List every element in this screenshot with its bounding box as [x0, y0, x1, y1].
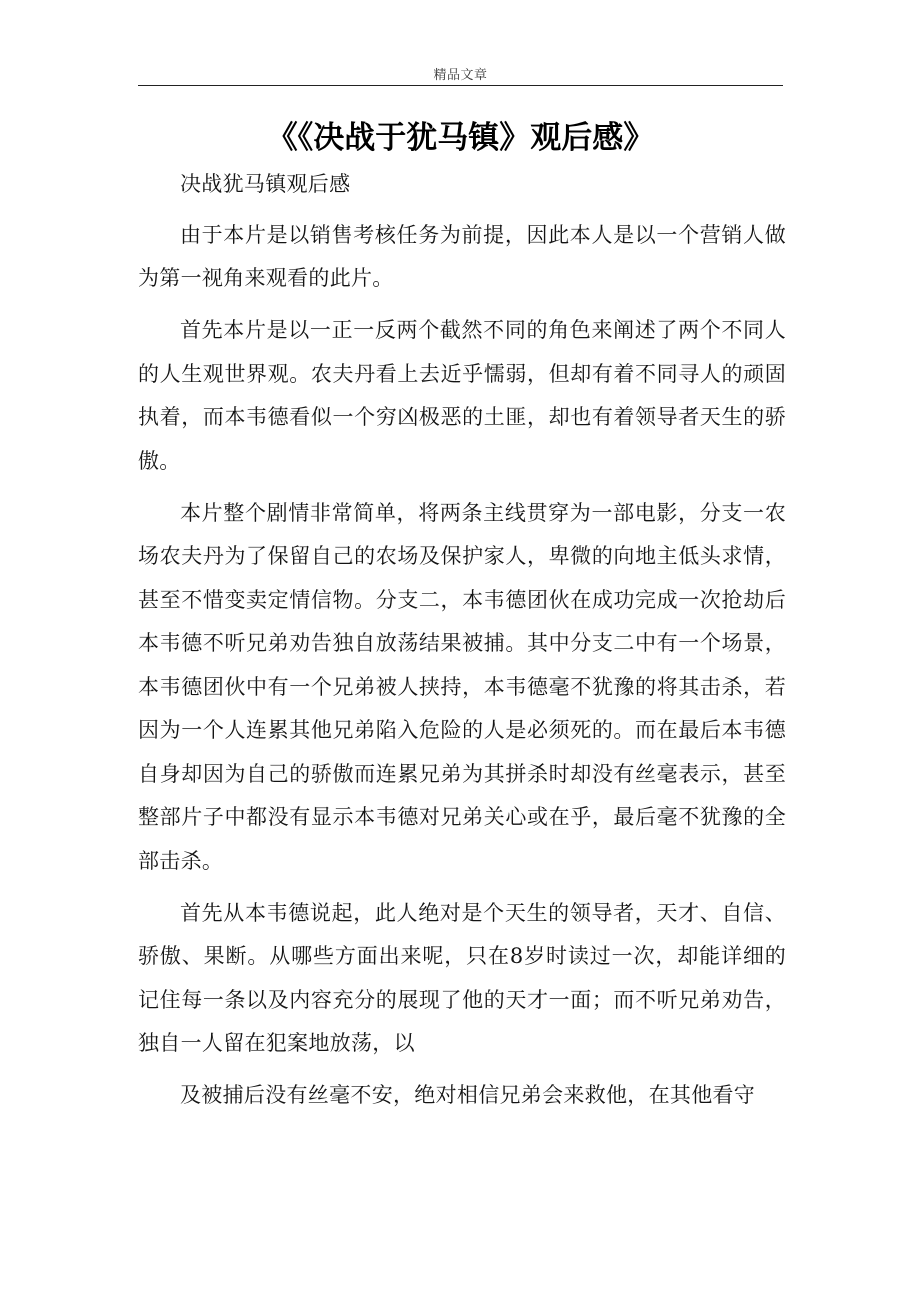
- header-divider: [138, 85, 783, 86]
- paragraph: 及被捕后没有丝毫不安，绝对相信兄弟会来救他，在其他看守: [180, 1082, 756, 1107]
- paragraph: 由于本片是以销售考核任务为前提，因此本人是以一个营销人做为第一视角来观看的此片。: [138, 222, 786, 291]
- paragraph: 本片整个剧情非常简单，将两条主线贯穿为一部电影，分支一农场农夫丹为了保留自己的农场及保护家人，卑微的向地主低头求情，甚至不惜变卖定情信物。分支二，本韦德团伙在成功完成一次抢劫后本韦德不听兄弟劝告独自放荡结果被捕。其中分支二中有一个场景，本韦德团伙中有一个兄弟被人挟持，本韦德毫不犹豫的将其击杀，若因为一个人连累其他兄弟陷入危险的人是必须死的。而在最后本韦德自身却因为自己的骄傲而连累兄弟为其拼杀时却没有丝毫表示，甚至整部片子中都没有显示本韦德对兄弟关心或在乎，最后毫不犹豫的全部击杀。: [138, 500, 786, 873]
- document-title: 《《决战于犹马镇》观后感》: [266, 120, 655, 156]
- paragraph: 首先从本韦德说起，此人绝对是个天生的领导者，天才、自信、骄傲、果断。从哪些方面出来呢，只在8岁时读过一次，却能详细的记住每一条以及内容充分的展现了他的天才一面；而不听兄弟劝告，独自一人留在犯案地放荡，以: [138, 900, 786, 1056]
- header-label: 精品文章: [433, 68, 488, 83]
- paragraph: 首先本片是以一正一反两个截然不同的角色来阐述了两个不同人的人生观世界观。农夫丹看上去近乎懦弱，但却有着不同寻人的顽固执着，而本韦德看似一个穷凶极恶的土匪，却也有着领导者天生的骄傲。: [138, 318, 786, 473]
- paragraph-subtitle: 决战犹马镇观后感: [180, 172, 351, 196]
- document-body: [138, 163, 786, 1126]
